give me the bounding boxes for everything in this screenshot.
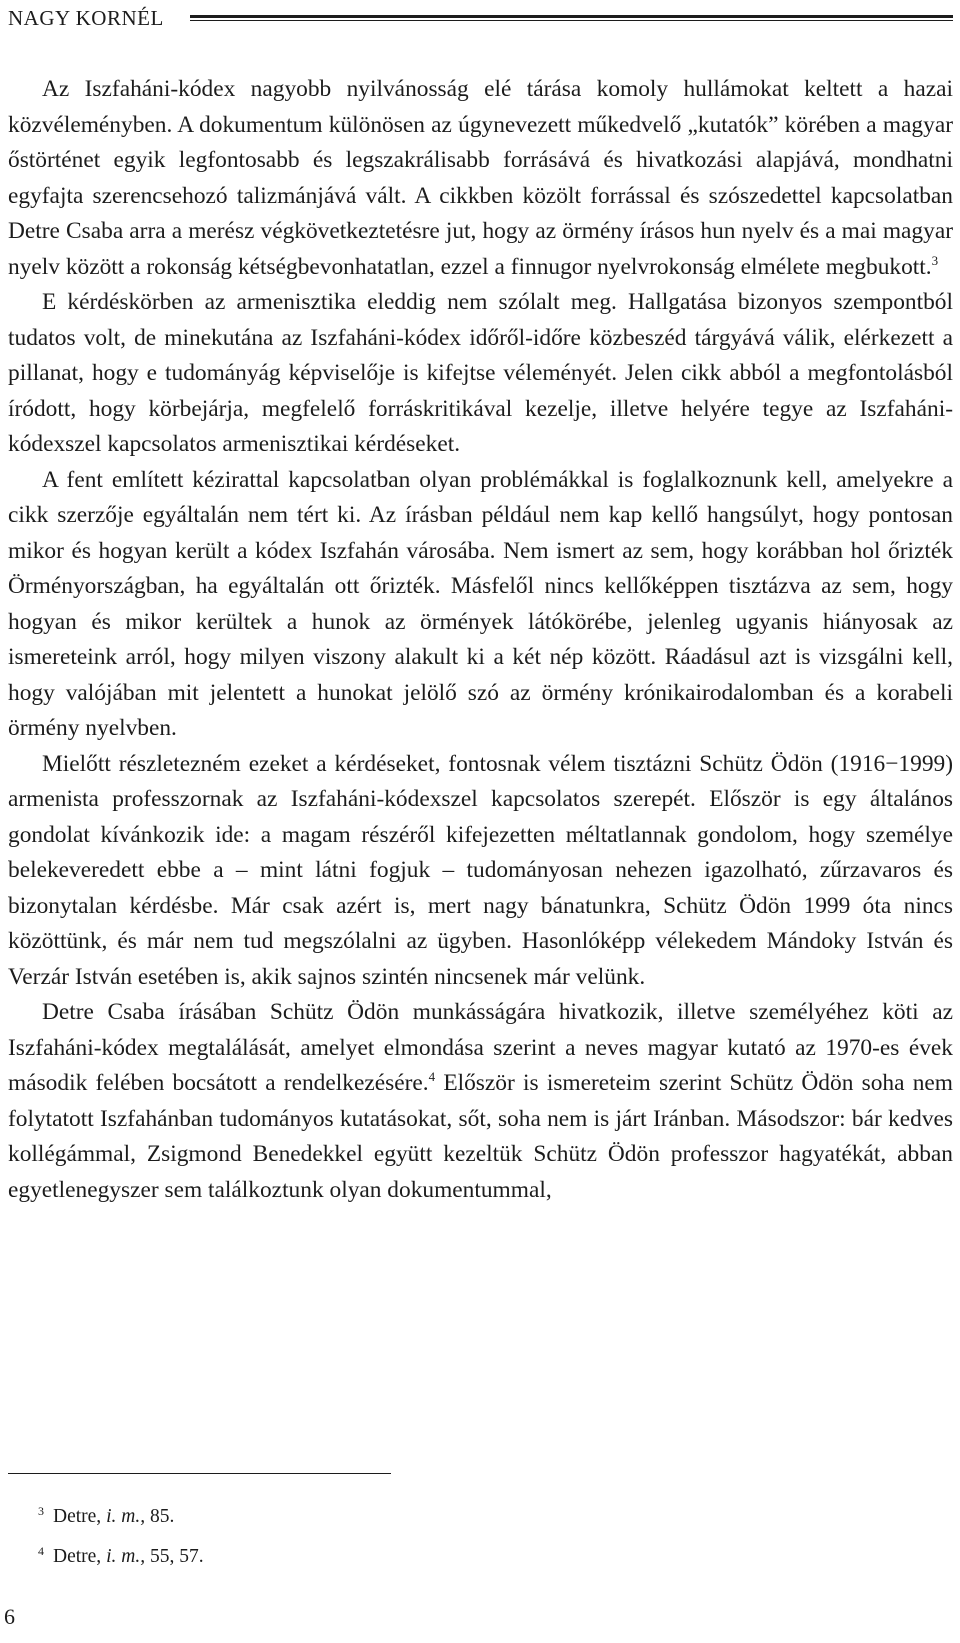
paragraph-2-text: E kérdéskörben az armenisztika eleddig nem szólalt meg. Hallgatása bizonyos szempontból tudatos volt, de minekutána az Iszfaháni-kódex időről-időre közbeszéd tárgyává válik, elérkezett a pillanat, hogy e tudományág képviselője is kifejtse véleményét. Jelen cikk abból a megfontolásból íródott, hogy körbejárja, megfelelő forráskritikával kezelje, illetve helyére tegye az Iszfaháni-kódexszel kapcsolatos armenisztikai kérdéseket. xyxy=(8,289,953,457)
paragraph-1 xyxy=(8,72,953,285)
footnote-pages: 85. xyxy=(149,1506,175,1527)
footnote-ref-4[interactable]: 4 xyxy=(428,1069,436,1084)
paragraph-5 xyxy=(8,995,953,1208)
footnote-abbr: i. m., xyxy=(106,1546,146,1567)
footnote-number: 4 xyxy=(38,1544,44,1558)
paragraph-4-text: Mielőtt részletezném ezeket a kérdéseket, fontosnak vélem tisztázni Schütz Ödön (1916−1999) armenista professzornak az Iszfaháni-kódexszel kapcsolatos szerepét. Először is egy általános gondolat kívánkozik ide: a magam részéről kifejezetten méltatlannak gondolom, hogy személye belekeveredett ebbe a – mint látni fogjuk – tudományosan nehezen igazolható, zűrzavaros és bizonytalan kérdésbe. Már csak azért is, mert nagy bánatunkra, Schütz Ödön 1999 óta nincs közöttünk, és már nem tud megszólalni az ügyben. Hasonlóképp vélekedem Mándoky István és Verzár István esetében is, akik sajnos szintén nincsenek már velünk. xyxy=(8,750,953,990)
running-head-author: NAGY KORNÉL xyxy=(8,6,164,30)
body-text xyxy=(8,72,953,1208)
footnote-separator xyxy=(8,1473,391,1474)
footnote-author: Detre, xyxy=(53,1546,102,1567)
footnote-pages: 55, 57. xyxy=(149,1546,204,1567)
paragraph-4 xyxy=(8,747,953,996)
paragraph-5-text-b: Először is ismereteim szerint Schütz Ödön soha nem folytatott Iszfahánban tudományos kutatásokat, sőt, soha nem is járt Iránban. Másodszor: bár kedves kollégámmal, Zsigmond Benedekkel együtt kezeltük Schütz Ödön professzor hagyatékát, abban egyetlenegyszer sem találkoztunk olyan dokumentummal, xyxy=(8,1070,953,1203)
paragraph-3 xyxy=(8,463,953,747)
running-head xyxy=(8,4,953,32)
footnotes xyxy=(38,1494,204,1574)
footnote-author: Detre, xyxy=(53,1506,102,1527)
running-head-rule xyxy=(190,15,953,21)
footnote-number: 3 xyxy=(38,1504,44,1518)
footnote-4 xyxy=(38,1534,204,1574)
paragraph-5-text-a: Detre Csaba írásában Schütz Ödön munkásságára hivatkozik, illetve személyéhez köti az Iszfaháni-kódex megtalálását, amelyet elmondása szerint a neves magyar kutató az 1970-es évek második felében bocsátott a rendelkezésére. xyxy=(8,999,953,1096)
paragraph-2 xyxy=(8,285,953,463)
footnote-abbr: i. m., xyxy=(106,1506,146,1527)
footnote-ref-3[interactable]: 3 xyxy=(931,252,939,268)
page-number: 6 xyxy=(4,1604,15,1629)
footnote-3 xyxy=(38,1494,204,1534)
paragraph-3-text: A fent említett kézirattal kapcsolatban olyan problémákkal is foglalkoznunk kell, amelyekre a cikk szerzője egyáltalán nem tért ki. Az írásban például nem kap kellő hangsúlyt, hogy pontosan mikor és hogyan került a kódex Iszfahán városába. Nem ismert az sem, hogy korábban hol őrizték Örményországban, ha egyáltalán ott őrizték. Másfelől nincs kellőképpen tisztázva az sem, hogy hogyan és mikor kerültek a hunok az örmények látókörébe, jelenleg ugyanis hiányosak az ismereteink arról, hogy milyen viszony alakult ki a két nép között. Ráadásul azt is vizsgálni kell, hogy valójában mit jelentett a hunokat jelölő szó az örmény krónikairodalomban és a korabeli örmény nyelvben. xyxy=(8,466,953,741)
paragraph-1-text: Az Iszfaháni-kódex nagyobb nyilvánosság elé tárása komoly hullámokat keltett a hazai közvéleményben. A dokumentum különösen az úgynevezett műkedvelő „kutatók” körében a magyar őstörténet egyik legfontosabb és legszakrálisabb forrásává és hivatkozási alapjává, mondhatni egyfajta szerencsehozó talizmánjává vált. A cikkben közölt forrással és szószedettel kapcsolatban Detre Csaba arra a merész végkövetkeztetésre jut, hogy az örmény írásos hun nyelv és a mai magyar nyelv között a rokonság kétségbevonhatatlan, ezzel a finnugor nyelvrokonság elmélete megbukott. xyxy=(8,76,953,280)
